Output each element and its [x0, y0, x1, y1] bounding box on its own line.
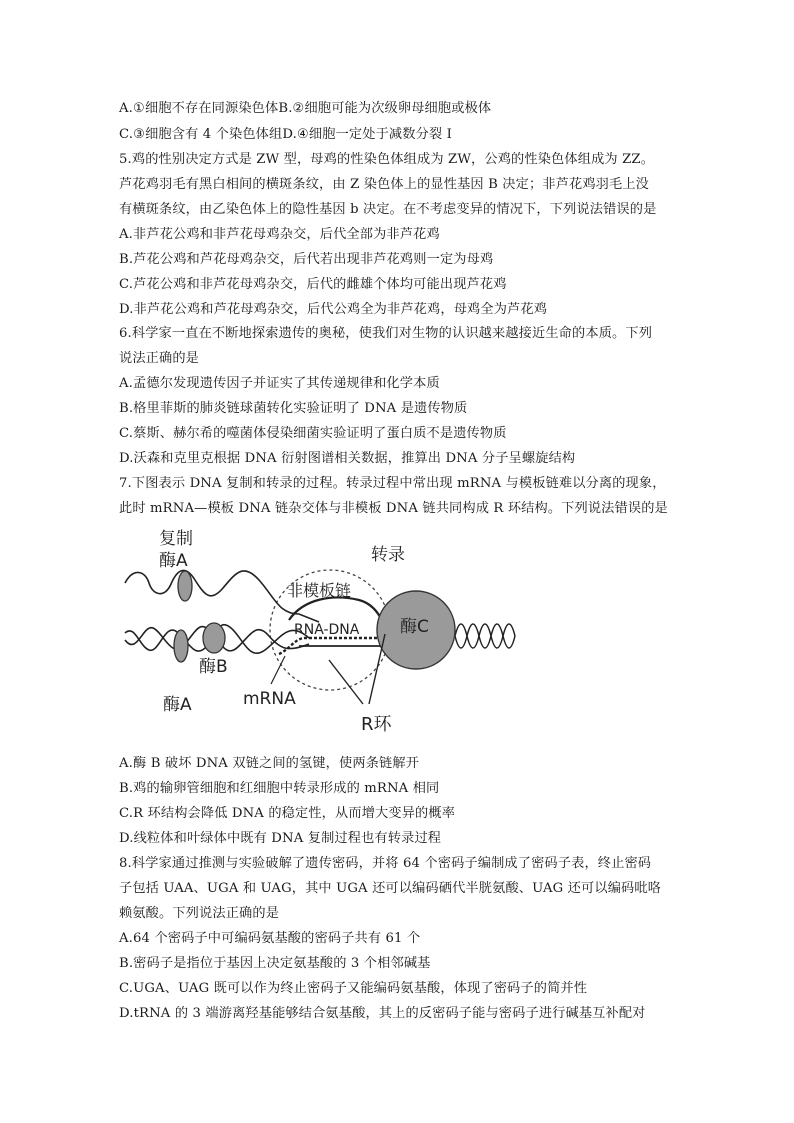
q5-stem-line3: 有横斑条纹，由乙染色体上的隐性基因 b 决定。在不考虑变异的情况下，下列说法错误的是 — [119, 202, 657, 217]
q7-stem-line2: 此时 mRNA—模板 DNA 链杂交体与非模板 DNA 链共同构成 R 环结构。下列说法错误的是 — [119, 501, 668, 516]
q6-stem-line1: 6.科学家一直在不断地探索遗传的奥秘，使我们对生物的认识越来越接近生命的本质。下列 — [119, 326, 653, 341]
q7-option-c: C.R 环结构会降低 DNA 的稳定性，从而增大变异的概率 — [119, 806, 456, 821]
label-transcription: 转录 — [371, 545, 405, 565]
label-r-loop: R环 — [361, 714, 392, 735]
q8-stem-line1: 8.科学家通过推测与实验破解了遗传密码，并将 64 个密码子编制成了密码子表，终止密码 — [119, 856, 652, 871]
enzyme-b-shape — [203, 623, 225, 653]
q8-option-a: A.64 个密码子中可编码氨基酸的密码子共有 61 个 — [119, 931, 421, 946]
label-enzyme-c: 酶C — [400, 617, 429, 637]
enzyme-a-bottom-shape — [174, 630, 188, 662]
q8-option-b: B.密码子是指位于基因上决定氨基酸的 3 个相邻碱基 — [119, 956, 431, 971]
q4-option-cd: C.③细胞含有 4 个染色体组D.④细胞一定处于减数分裂 I — [119, 127, 452, 142]
q7-option-a: A.酶 B 破坏 DNA 双链之间的氢键，使两条链解开 — [119, 756, 420, 771]
q6-option-b: B.格里菲斯的肺炎链球菌转化实验证明了 DNA 是遗传物质 — [119, 401, 468, 416]
label-mrna: mRNA — [243, 689, 296, 709]
q6-stem-line2: 说法正确的是 — [119, 351, 200, 366]
q5-option-a: A.非芦花公鸡和非芦花母鸡杂交，后代全部为非芦花鸡 — [119, 227, 440, 242]
q6-option-a: A.孟德尔发现遗传因子并证实了其传递规律和化学本质 — [119, 376, 440, 391]
label-replication: 复制 — [159, 529, 193, 549]
q7-option-d: D.线粒体和叶绿体中既有 DNA 复制过程也有转录过程 — [119, 831, 442, 846]
label-enzyme-a-top: 酶A — [159, 551, 188, 571]
dna-replication-transcription-figure — [119, 528, 539, 748]
q6-option-d: D.沃森和克里克根据 DNA 衍射图谱相关数据，推算出 DNA 分子呈螺旋结构 — [119, 451, 576, 466]
q5-option-b: B.芦花公鸡和芦花母鸡杂交，后代若出现非芦花鸡则一定为母鸡 — [119, 252, 494, 267]
q6-option-c: C.蔡斯、赫尔希的噬菌体侵染细菌实验证明了蛋白质不是遗传物质 — [119, 426, 507, 441]
q7-option-b: B.鸡的输卵管细胞和红细胞中转录形成的 mRNA 相同 — [119, 781, 440, 796]
label-enzyme-a-bottom: 酶A — [163, 695, 192, 715]
enzyme-a-top-shape — [178, 571, 192, 601]
q5-stem-line2: 芦花鸡羽毛有黑白相间的横斑条纹，由 Z 染色体上的显性基因 B 决定；非芦花鸡羽毛上没 — [119, 177, 650, 192]
label-enzyme-b: 酶B — [199, 657, 228, 677]
r-loop-pointer-right — [369, 634, 385, 704]
q5-option-d: D.非芦花公鸡和芦花母鸡杂交，后代公鸡全为非芦花鸡，母鸡全为芦花鸡 — [119, 302, 548, 317]
q5-option-c: C.芦花公鸡和非芦花母鸡杂交，后代的雌雄个体均可能出现芦花鸡 — [119, 277, 507, 292]
q8-stem-line2: 子包括 UAA、UGA 和 UAG，其中 UGA 还可以编码硒代半胱氨酸、UAG 还可以编码吡咯 — [119, 881, 662, 896]
r-loop-pointer-left — [329, 660, 363, 704]
q4-option-ab: A.①细胞不存在同源染色体B.②细胞可能为次级卵母细胞或极体 — [119, 101, 492, 116]
q8-option-d: D.tRNA 的 3 端游离羟基能够结合氨基酸，其上的反密码子能与密码子进行碱基互补配对 — [119, 1006, 646, 1021]
label-non-template-strand: 非模板链 — [287, 581, 352, 600]
q5-stem-line1: 5.鸡的性别决定方式是 ZW 型，母鸡的性染色体组成为 ZW，公鸡的性染色体组成为 ZZ。 — [119, 152, 655, 167]
q7-stem-line1: 7.下图表示 DNA 复制和转录的过程。转录过程中常出现 mRNA 与模板链难以分离的现象， — [119, 476, 666, 491]
label-rna-dna-hybrid: RNA-DNA — [294, 622, 360, 638]
q8-stem-line3: 赖氨酸。下列说法正确的是 — [119, 906, 280, 921]
q8-option-c: C.UGA、UAG 既可以作为终止密码子又能编码氨基酸，体现了密码子的简并性 — [119, 981, 588, 996]
